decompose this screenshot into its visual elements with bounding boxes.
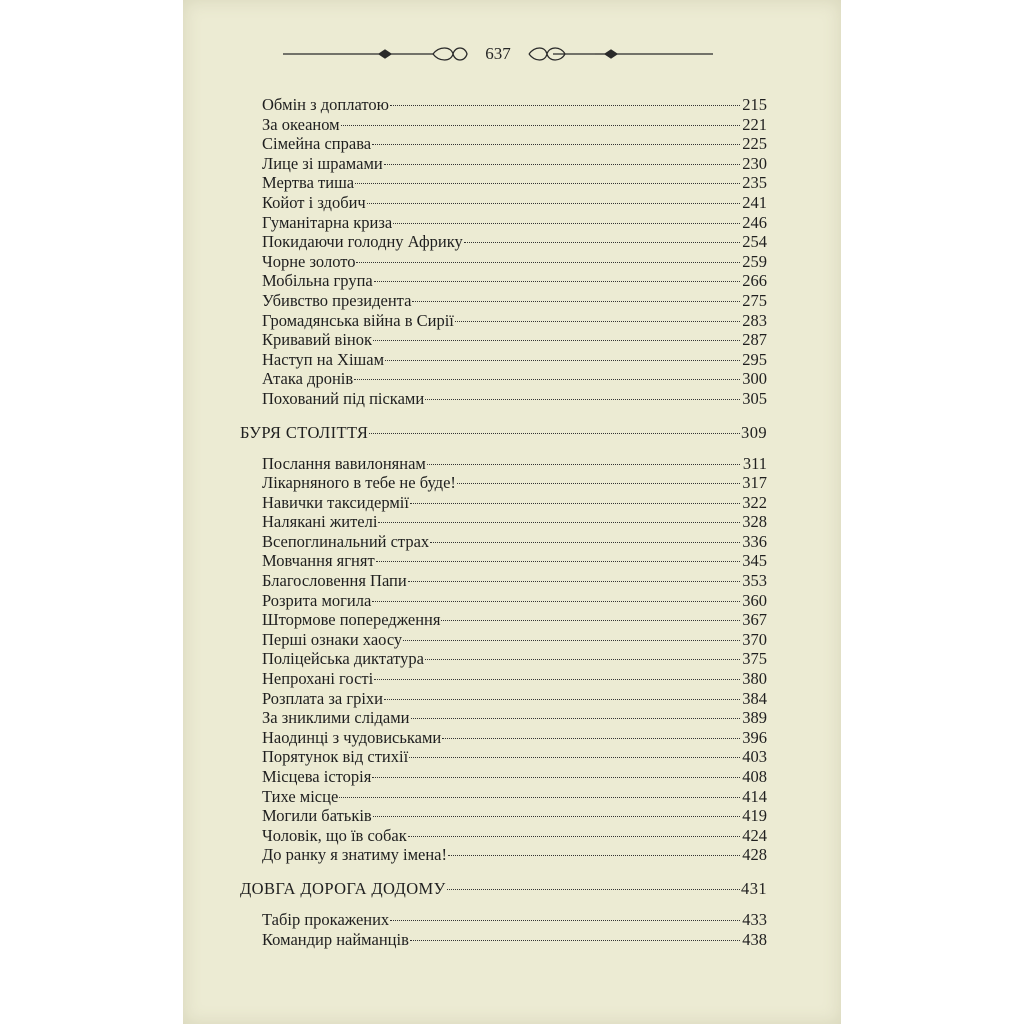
toc-entry[interactable]	[240, 271, 767, 291]
entry-title: Наодинці з чудовиськами	[262, 727, 442, 747]
dot-leader	[374, 679, 740, 680]
page-number: 637	[485, 44, 511, 63]
toc-entry[interactable]	[240, 473, 767, 493]
toc-entry[interactable]	[240, 845, 767, 865]
entry-page-number: 266	[742, 271, 767, 291]
entry-page-number: 241	[742, 192, 767, 212]
dot-leader	[464, 242, 740, 243]
entry-page-number: 419	[742, 806, 767, 826]
toc-entry[interactable]	[240, 252, 767, 272]
entry-title: Чорне золото	[262, 251, 356, 271]
entry-page-number: 322	[742, 492, 767, 512]
entry-page-number: 375	[742, 649, 767, 669]
dot-leader	[372, 777, 740, 778]
entry-title: Штормове попередження	[262, 610, 441, 630]
entry-title: Табір прокажених	[262, 909, 390, 929]
entry-title: Атака дронів	[262, 369, 354, 389]
entry-title: Обмін з доплатою	[262, 95, 389, 114]
entry-page-number: 275	[742, 290, 767, 310]
dot-leader	[376, 561, 740, 562]
dot-leader	[410, 503, 740, 504]
entry-title: Убивство президента	[262, 290, 412, 310]
dot-leader	[372, 601, 740, 602]
dot-leader	[341, 125, 740, 126]
entry-page-number: 225	[742, 134, 767, 154]
toc-entry[interactable]	[240, 173, 767, 193]
dot-leader	[447, 889, 740, 890]
dot-leader	[373, 340, 740, 341]
dot-leader	[411, 718, 740, 719]
toc-entry[interactable]	[240, 350, 767, 370]
dot-leader	[355, 183, 740, 184]
toc-entry[interactable]	[240, 728, 767, 748]
toc-entry[interactable]	[240, 493, 767, 513]
entry-title: Чоловік, що їв собак	[262, 825, 407, 845]
entry-page-number: 367	[742, 610, 767, 630]
toc-entry[interactable]	[240, 154, 767, 174]
entry-title: Поліцейська диктатура	[262, 649, 424, 669]
dot-leader	[369, 433, 740, 434]
toc-entry[interactable]	[240, 369, 767, 389]
entry-title: Мобільна група	[262, 271, 373, 291]
toc-entry[interactable]	[240, 330, 767, 350]
section-title: БУРЯ СТОЛІТТЯ	[240, 422, 369, 442]
dot-leader	[425, 399, 740, 400]
entry-page-number: 317	[742, 473, 767, 493]
entry-page-number: 287	[742, 330, 767, 350]
entry-page-number: 235	[742, 173, 767, 193]
section-page-number: 431	[741, 878, 767, 898]
entry-page-number: 384	[742, 688, 767, 708]
dot-leader	[412, 301, 740, 302]
toc-entry[interactable]	[240, 910, 767, 930]
dot-leader	[457, 483, 740, 484]
entry-title: Мовчання ягнят	[262, 551, 375, 571]
entry-title: Налякані жителі	[262, 512, 378, 532]
dot-leader	[425, 659, 740, 660]
entry-page-number: 345	[742, 551, 767, 571]
entry-title: Похований під пісками	[262, 388, 425, 408]
toc-entry[interactable]	[240, 669, 767, 689]
entry-page-number: 336	[742, 531, 767, 551]
toc-entry[interactable]	[240, 649, 767, 669]
toc-entry[interactable]	[240, 708, 767, 728]
entry-title: Сімейна справа	[262, 134, 372, 154]
entry-title: Покидаючи голодну Африку	[262, 232, 463, 252]
entry-title: Командир найманців	[262, 929, 409, 949]
toc-entry[interactable]	[240, 213, 767, 233]
entry-page-number: 305	[742, 388, 767, 408]
toc-entry[interactable]	[240, 591, 767, 611]
toc-entry[interactable]	[240, 930, 767, 950]
entry-title: Гуманітарна криза	[262, 212, 393, 232]
entry-title: Розплата за гріхи	[262, 688, 384, 708]
toc-entry[interactable]	[240, 806, 767, 826]
entry-title: За океаном	[262, 114, 340, 134]
entry-title: Громадянська війна в Сирії	[262, 310, 454, 330]
dot-leader	[356, 262, 740, 263]
dot-leader	[367, 203, 740, 204]
entry-page-number: 311	[742, 453, 767, 473]
dot-leader	[408, 836, 740, 837]
entry-page-number: 246	[742, 212, 767, 232]
toc-entry[interactable]	[240, 232, 767, 252]
entry-page-number: 433	[742, 909, 767, 929]
toc-section-heading[interactable]	[240, 877, 767, 900]
entry-page-number: 300	[742, 369, 767, 389]
dot-leader	[390, 105, 740, 106]
entry-title: До ранку я знатиму імена!	[262, 845, 448, 865]
toc-entry[interactable]	[240, 95, 767, 115]
dot-leader	[372, 144, 740, 145]
toc-entry[interactable]	[240, 134, 767, 154]
entry-title: Навички таксидермії	[262, 492, 409, 512]
dot-leader	[409, 757, 740, 758]
entry-page-number: 414	[742, 786, 767, 806]
dot-leader	[455, 321, 740, 322]
toc-entry[interactable]	[240, 512, 767, 532]
entry-page-number: 221	[742, 114, 767, 134]
toc-entry[interactable]	[240, 747, 767, 767]
entry-page-number: 438	[742, 929, 767, 949]
entry-title: Могили батьків	[262, 806, 372, 826]
dot-leader	[339, 797, 740, 798]
toc-entry[interactable]	[240, 689, 767, 709]
toc-entry[interactable]	[240, 571, 767, 591]
entry-title: Наступ на Хішам	[262, 349, 385, 369]
entry-title: Мертва тиша	[262, 173, 355, 193]
toc-group-2	[240, 454, 767, 865]
entry-page-number: 408	[742, 767, 767, 786]
entry-page-number: 360	[742, 590, 767, 610]
entry-page-number: 380	[742, 669, 767, 689]
entry-page-number: 370	[742, 629, 767, 649]
entry-title: Перші ознаки хаосу	[262, 629, 403, 649]
dot-leader	[393, 223, 740, 224]
entry-page-number: 396	[742, 727, 767, 747]
toc-entry[interactable]	[240, 767, 767, 787]
toc-entry[interactable]	[240, 291, 767, 311]
dot-leader	[442, 738, 740, 739]
entry-page-number: 428	[742, 845, 767, 865]
entry-page-number: 283	[742, 310, 767, 330]
dot-leader	[385, 360, 740, 361]
entry-page-number: 403	[742, 747, 767, 767]
toc-entry[interactable]	[240, 454, 767, 474]
entry-title: Послання вавилонянам	[262, 453, 426, 473]
toc-entry[interactable]	[240, 389, 767, 409]
dot-leader	[408, 581, 740, 582]
entry-page-number: 215	[742, 95, 767, 114]
dot-leader	[373, 816, 740, 817]
toc-entry[interactable]	[240, 630, 767, 650]
entry-title: Тихе місце	[262, 786, 339, 806]
toc-entry[interactable]	[240, 193, 767, 213]
entry-page-number: 254	[742, 232, 767, 252]
dot-leader	[354, 379, 740, 380]
entry-page-number: 389	[742, 708, 767, 728]
entry-title: Койот і здобич	[262, 192, 366, 212]
entry-title: Кривавий вінок	[262, 330, 373, 350]
entry-page-number: 295	[742, 349, 767, 369]
dot-leader	[427, 464, 740, 465]
toc-entry[interactable]	[240, 551, 767, 571]
entry-page-number: 328	[742, 512, 767, 532]
page-header	[283, 40, 713, 68]
entry-title: Місцева історія	[262, 767, 372, 786]
toc-entry[interactable]	[240, 532, 767, 552]
entry-title: Порятунок від стихії	[262, 747, 409, 767]
toc-entry[interactable]	[240, 787, 767, 807]
dot-leader	[390, 920, 740, 921]
entry-title: Лікарняного в тебе не буде!	[262, 473, 456, 493]
entry-page-number: 230	[742, 153, 767, 173]
section-title: ДОВГА ДОРОГА ДОДОМУ	[240, 878, 446, 898]
table-of-contents	[240, 95, 767, 949]
entry-page-number: 353	[742, 571, 767, 591]
entry-title: Розрита могила	[262, 590, 372, 610]
toc-entry[interactable]	[240, 115, 767, 135]
dot-leader	[378, 522, 740, 523]
toc-entry[interactable]	[240, 311, 767, 331]
dot-leader	[403, 640, 740, 641]
dot-leader	[384, 164, 740, 165]
dot-leader	[430, 542, 740, 543]
entry-title: Лице зі шрамами	[262, 153, 383, 173]
toc-group-3	[240, 910, 767, 949]
section-page-number: 309	[741, 422, 767, 442]
entry-page-number: 259	[742, 251, 767, 271]
dot-leader	[410, 940, 740, 941]
dot-leader	[374, 281, 740, 282]
dot-leader	[448, 855, 740, 856]
entry-title: За зниклими слідами	[262, 708, 410, 728]
toc-entry[interactable]	[240, 610, 767, 630]
dot-leader	[384, 699, 740, 700]
entry-title: Непрохані гості	[262, 669, 374, 689]
entry-page-number: 424	[742, 825, 767, 845]
toc-section-heading[interactable]	[240, 421, 767, 444]
entry-title: Всепоглинальний страх	[262, 531, 430, 551]
dot-leader	[441, 620, 740, 621]
toc-entry[interactable]	[240, 826, 767, 846]
entry-title: Благословення Папи	[262, 571, 407, 591]
toc-group-1	[240, 95, 767, 409]
